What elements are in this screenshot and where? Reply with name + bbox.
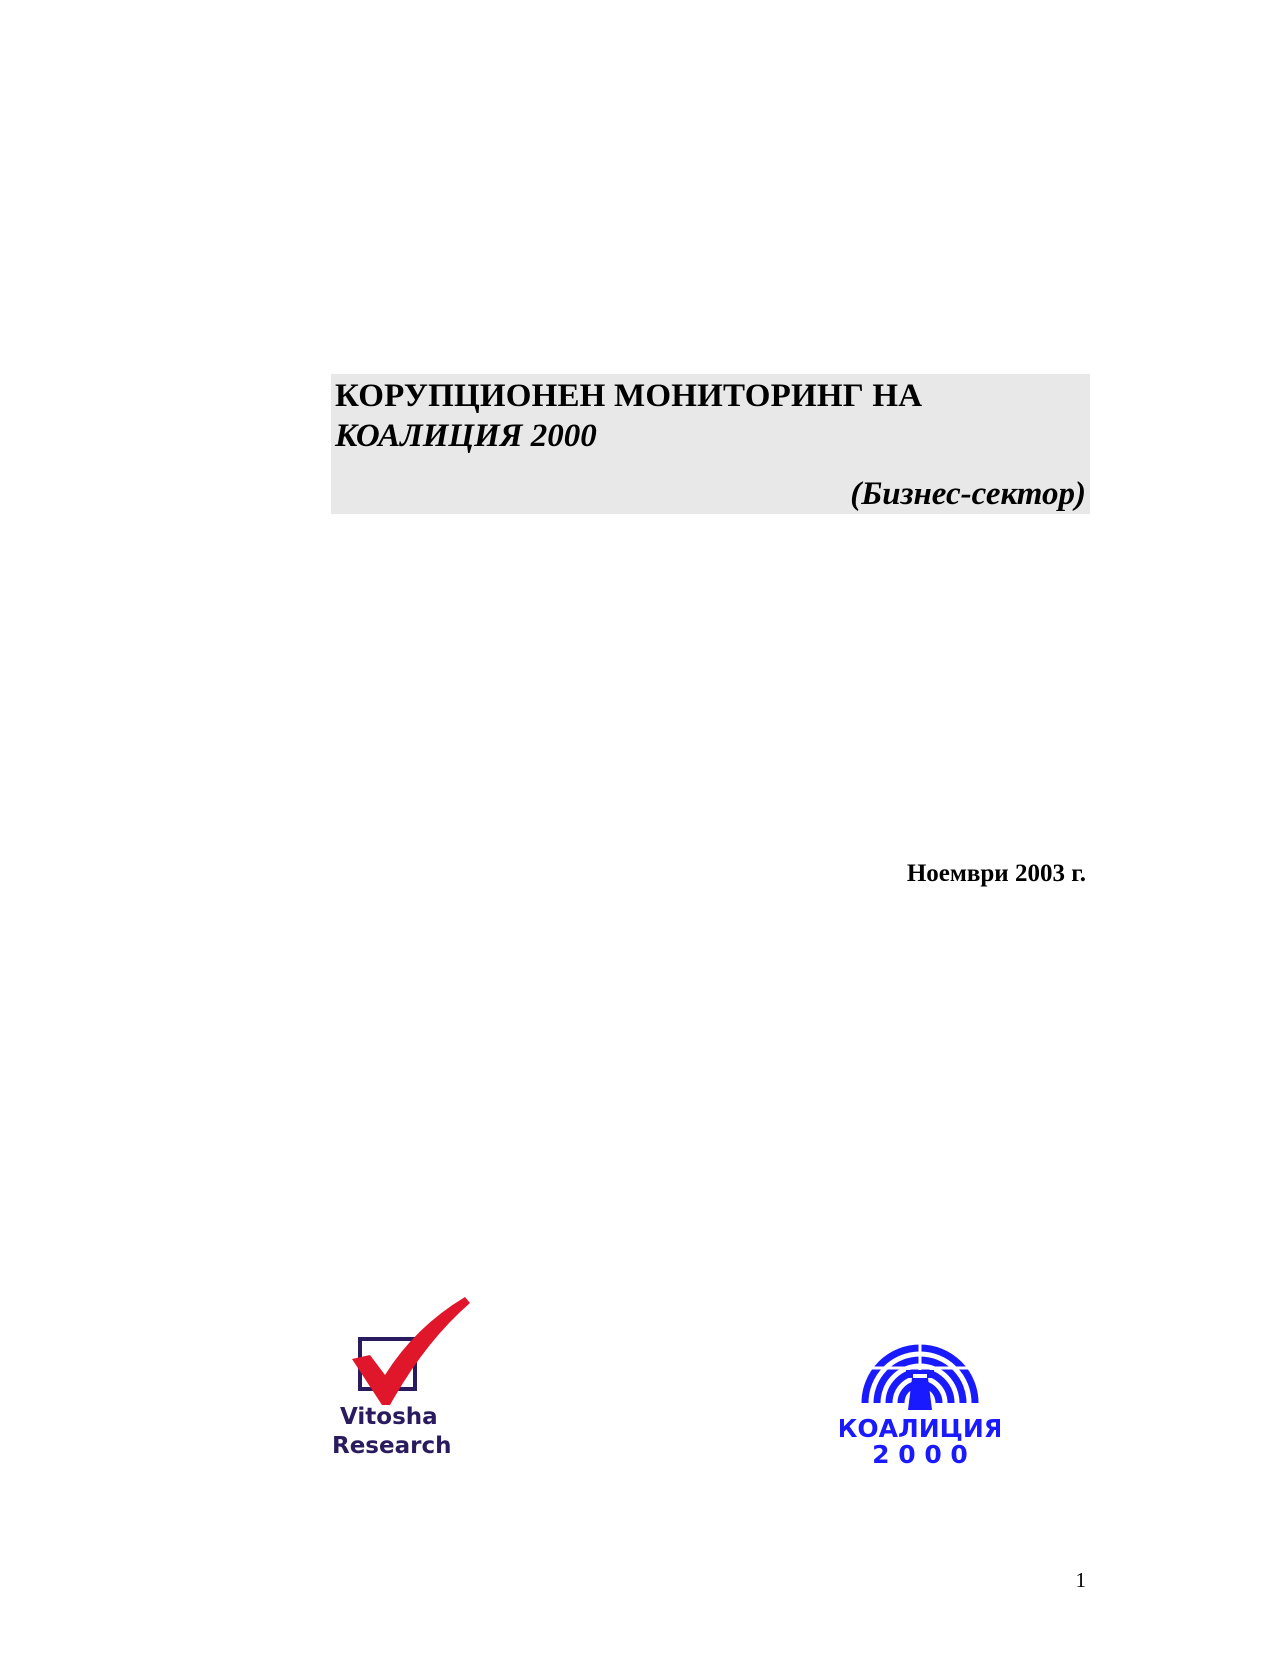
subtitle: (Бизнес-сектор) xyxy=(850,476,1086,512)
document-date: Ноември 2003 г. xyxy=(906,860,1086,887)
logo-text-2000: 2 0 0 0 xyxy=(872,1440,968,1469)
checkmark-box-icon xyxy=(330,1297,480,1467)
title-block xyxy=(331,374,1090,514)
title-line-2: КОАЛИЦИЯ 2000 xyxy=(335,418,597,454)
logo-text-vitosha: Vitosha xyxy=(340,1404,438,1430)
page-number: 1 xyxy=(1075,1568,1086,1592)
vitosha-research-logo xyxy=(330,1297,480,1467)
logo-text-research: Research xyxy=(332,1433,452,1459)
koalicia-2000-logo xyxy=(840,1308,1000,1478)
logo-text-koalicia: КОАЛИЦИЯ xyxy=(840,1414,1000,1443)
title-line-1: КОРУПЦИОНЕН МОНИТОРИНГ НА xyxy=(335,378,923,414)
broadcast-tower-icon xyxy=(840,1308,1000,1478)
